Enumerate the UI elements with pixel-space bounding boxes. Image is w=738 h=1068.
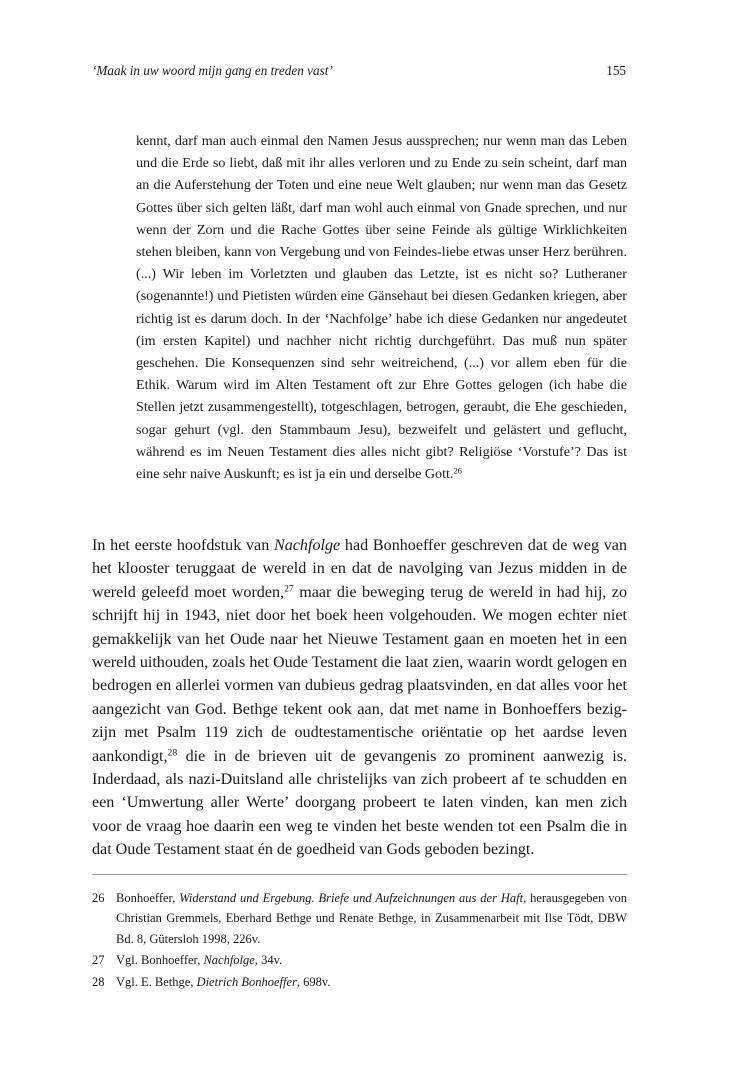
footnote-ref-28[interactable]: 28: [167, 747, 178, 759]
footnote-text-segment: Vgl. Bonhoeffer,: [116, 953, 204, 968]
footnote-number: 26: [92, 891, 105, 905]
footnote-book-title: Widerstand und Ergebung. Briefe und Aufzeichnungen aus der Haft,: [179, 891, 527, 905]
footnote-book-title: Nachfolge: [203, 953, 255, 968]
footnote-text-segment: Bonhoeffer,: [116, 891, 180, 905]
body-text-segment: die in de brieven uit de gevangenis zo prominent aanwezig is. Inderdaad, als nazi-Duitsland alle christelijks van zich probeert af te schudden en een ‘Umwertung aller Werte’ doorgang probeert te laten vinden, kan men zich voor de vraag hoe daarin een weg te vinden het beste wenden tot een Psalm die in dat Oude Testament staat én de goedheid van Gods geboden bezingt.: [92, 747, 627, 859]
book-title-nachfolge: Nachfolge: [274, 537, 341, 554]
footnote-text-segment: , 34v.: [254, 953, 283, 968]
footnote-28: [92, 972, 627, 992]
block-quote: [136, 130, 627, 485]
footnote-text-segment: , 698v.: [296, 974, 331, 989]
footnote-rule: [92, 874, 627, 875]
body-paragraph: [92, 534, 627, 862]
footnote-ref-27[interactable]: 27: [284, 583, 294, 595]
running-head: [92, 63, 626, 83]
footnote-26: [92, 888, 627, 949]
body-text-segment: In het eerste hoofdstuk van: [92, 537, 274, 554]
footnote-text: [116, 888, 627, 949]
footnote-27: [92, 950, 627, 970]
footnotes: [92, 888, 627, 993]
running-title: ‘Maak in uw woord mijn gang en treden vast’: [92, 63, 333, 78]
footnote-ref-26[interactable]: 26: [453, 465, 462, 476]
footnote-text-segment: Vgl. E. Bethge,: [116, 974, 197, 989]
footnote-text-segment: herausgegeben von Christian Gremmels, Eberhard Bethge und Renate Bethge, in Zusammenarbeit mit Ilse Tödt, DBW Bd. 8, Gütersloh 1998, 226v.: [116, 891, 627, 946]
body-text-segment: had Bonhoeffer geschreven dat de weg van het klooster teruggaat de wereld in en dat de navolging van Jezus midden in de wereld geleefd moet worden,: [92, 537, 627, 601]
body-text-segment: maar die beweging terug de wereld in had hij, zo schrijft hij in 1943, niet door het boek heen volgehouden. We mogen echter niet gemakkelijk van het Oude naar het Nieuwe Testament gaan en moeten het in een wereld uithouden, zoals het Oude Testament die laat zien, waarin wordt gelogen en bedrogen en allerlei vormen van dubieus gedrag plaatsvinden, en dat alles voor het aangezicht van God. Bethge tekent ook aan, dat met name in Bonhoeffers bezig-zijn met Psalm 119 zich de oudtestamentische oriëntatie op het aardse leven aankondigt,: [92, 583, 627, 765]
footnote-text: [116, 972, 627, 992]
footnote-number: 27: [92, 953, 105, 968]
footnote-text: [116, 950, 627, 970]
page-number: 155: [606, 63, 626, 78]
footnote-number: 28: [92, 974, 105, 989]
footnote-book-title: Dietrich Bonhoeffer: [196, 974, 297, 989]
quote-text: kennt, darf man auch einmal den Namen Jesus aussprechen; nur wenn man das Leben und die Erde so liebt, daß mit ihr alles verloren und zu Ende zu sein scheint, darf man an die Auferstehung der Toten und eine neue Welt glauben; nur wenn man das Gesetz Gottes über sich gelten läßt, darf man wohl auch einmal von Gnade sprechen, und nur wenn der Zorn und die Rache Gottes über seine Feinde als gültige Wirklichkeiten stehen bleiben, kann von Vergebung und von Feindes-liebe etwas unser Herz berühren. (...) Wir leben im Vorletzten und glauben das Letzte, ist es nicht so? Lutheraner (sogenannte!) und Pietisten würden eine Gänsehaut bei diesen Gedanken kriegen, aber richtig ist es darum doch. In der ‘Nachfolge’ habe ich diese Gedanken nur angedeutet (im ersten Kapitel) und nachher nicht richtig durchgeführt. Das muß nun später geschehen. Die Konsequenzen sind sehr weitreichend, (...) vor allem eben für die Ethik. Warum wird im Alten Testament oft zur Ehre Gottes gelogen (ich habe die Stellen jetzt zusammengestellt), totgeschlagen, betrogen, geraubt, die Ehe geschieden, sogar gehurt (vgl. den Stammbaum Jesu), bezweifelt und gelästert und geflucht, während es im Neuen Testament dies alles nicht gibt? Religiöse ‘Vorstufe’? Das ist eine sehr naive Auskunft; es ist ja ein und derselbe Gott.: [136, 133, 627, 483]
